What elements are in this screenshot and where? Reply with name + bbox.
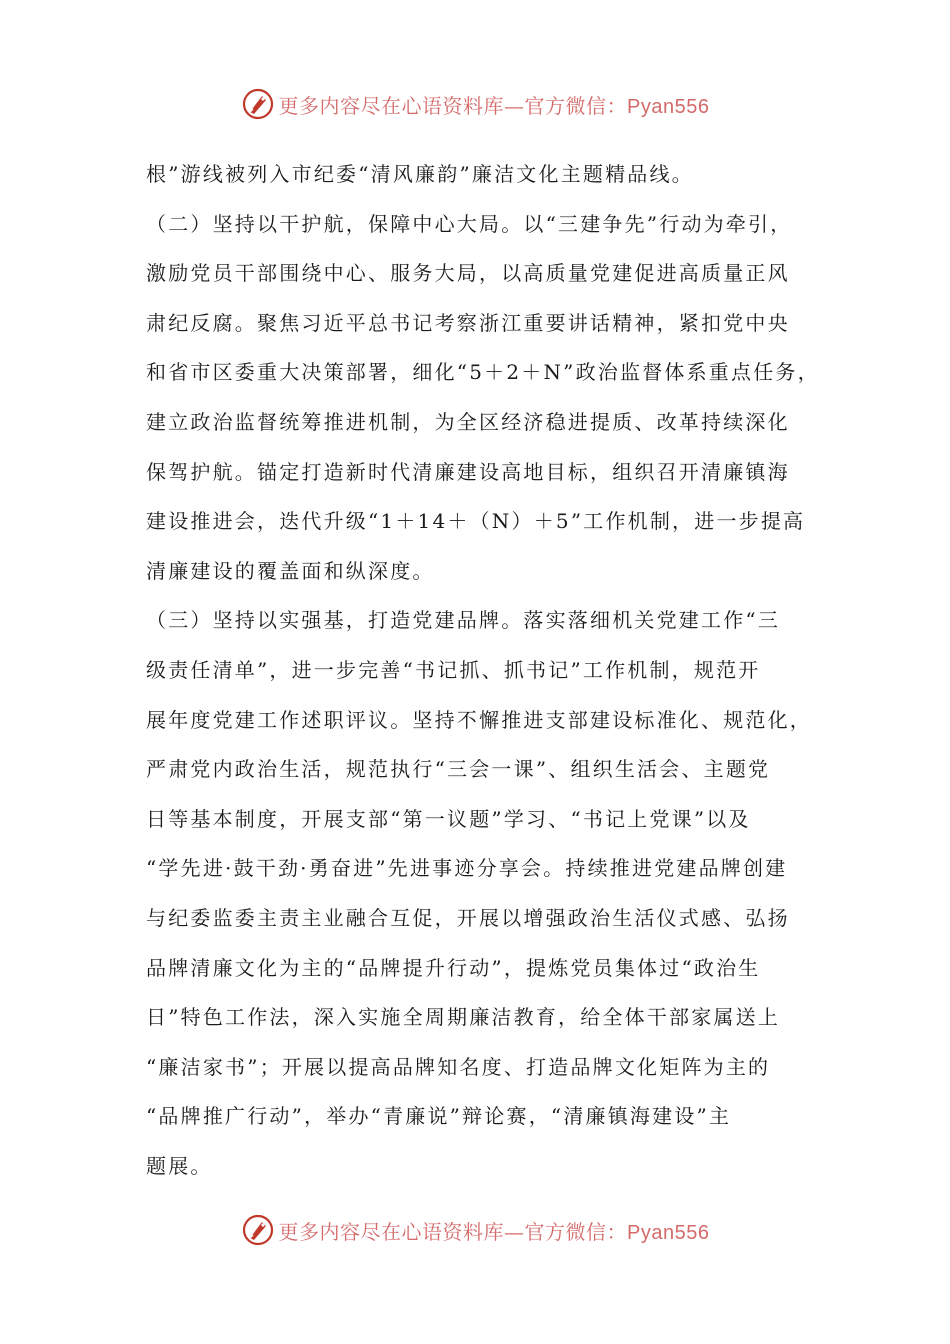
text-line: 日等基本制度，开展支部“第一议题”学习、“书记上党课”以及 [146,806,751,831]
text-line: 严肃党内政治生活，规范执行“三会一课”、组织生活会、主题党 [146,757,771,782]
banner-wechat-id: Pyan556 [627,1221,710,1244]
text-line: 建设推进会，迭代升级“1＋14＋（N）＋5”工作机制，进一步提高 [146,509,806,534]
text-line: 日”特色工作法，深入实施全周期廉洁教育，给全体干部家属送上 [146,1005,781,1030]
pen-nib-logo-icon [241,1213,275,1247]
footer-banner [0,1210,950,1250]
text-line: 清廉建设的覆盖面和纵深度。 [146,558,435,583]
text-line: 级责任清单”，进一步完善“书记抓、抓书记”工作机制，规范开 [146,657,761,682]
text-line: 与纪委监委主责主业融合互促，开展以增强政治生活仪式感、弘扬 [146,905,790,930]
banner-text: 更多内容尽在心语资料库—官方微信：Pyan556 [278,1219,710,1244]
text-line: 和省市区委重大决策部署，细化“5＋2＋N”政治监督体系重点任务， [146,360,820,385]
banner-wechat-id: Pyan556 [627,95,710,118]
text-line: “品牌推广行动”，举办“青廉说”辩论赛，“清廉镇海建设”主 [146,1104,732,1129]
document-body [146,150,826,1191]
text-line: （三）坚持以实强基，打造党建品牌。落实落细机关党建工作“三 [146,608,781,633]
header-banner [0,84,950,124]
banner-text: 更多内容尽在心语资料库—官方微信：Pyan556 [278,93,710,118]
text-line: 肃纪反腐。聚焦习近平总书记考察浙江重要讲话精神，紧扣党中央 [146,310,790,335]
text-line: “学先进·鼓干劲·勇奋进”先进事迹分享会。持续推进党建品牌创建 [146,856,788,881]
pen-nib-logo-icon [241,87,275,121]
text-line: 品牌清廉文化为主的“品牌提升行动”，提炼党员集体过“政治生 [146,955,761,980]
text-line: （二）坚持以干护航，保障中心大局。以“三建争先”行动为牵引， [146,211,793,236]
text-line: 激励党员干部围绕中心、服务大局，以高质量党建促进高质量正风 [146,261,790,286]
text-line: “廉洁家书”；开展以提高品牌知名度、打造品牌文化矩阵为主的 [146,1054,771,1079]
text-line: 展年度党建工作述职评议。坚持不懈推进支部建设标准化、规范化， [146,707,812,732]
text-line: 建立政治监督统筹推进机制，为全区经济稳进提质、改革持续深化 [146,409,790,434]
text-line: 根”游线被列入市纪委“清风廉韵”廉洁文化主题精品线。 [146,162,694,186]
text-line: 题展。 [146,1153,213,1178]
text-line: 保驾护航。锚定打造新时代清廉建设高地目标，组织召开清廉镇海 [146,459,790,484]
